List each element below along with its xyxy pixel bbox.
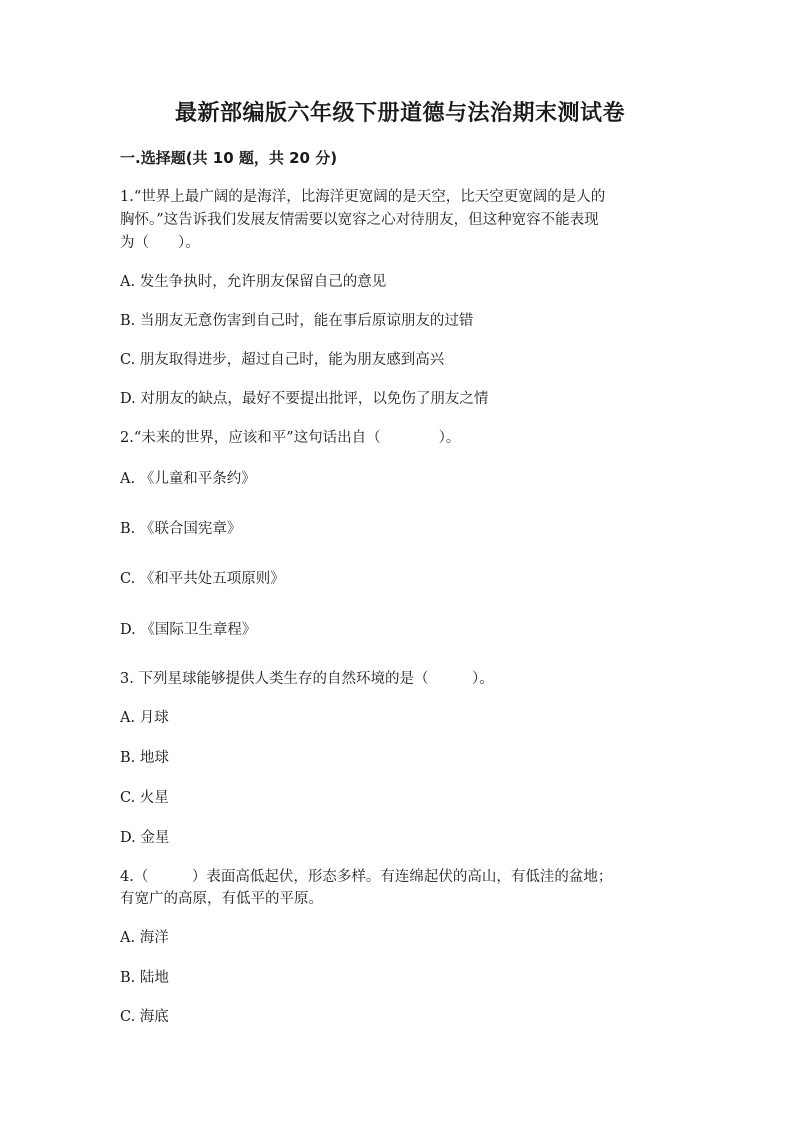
question-2-option-a: A. 《儿童和平条约》 bbox=[120, 471, 256, 487]
question-1-option-d: D. 对朋友的缺点，最好不要提出批评，以免伤了朋友之情 bbox=[120, 391, 489, 407]
question-4-stem-line-1: 4.（ ）表面高低起伏，形态多样。有连绵起伏的高山，有低洼的盆地； bbox=[120, 869, 613, 885]
question-4-option-b: B. 陆地 bbox=[120, 970, 169, 986]
section-heading: 一.选择题(共 10 题，共 20 分) bbox=[120, 149, 338, 167]
page-title: 最新部编版六年级下册道德与法治期末测试卷 bbox=[174, 101, 625, 126]
question-2-stem: 2.“未来的世界，应该和平”这句话出自（ ）。 bbox=[120, 430, 461, 446]
question-2-option-b: B. 《联合国宪章》 bbox=[120, 521, 242, 537]
question-1-stem-line-1: 1.“世界上最广阔的是海洋，比海洋更宽阔的是天空，比天空更宽阔的是人的 bbox=[120, 189, 606, 205]
question-3-option-b: B. 地球 bbox=[120, 750, 169, 766]
question-1-option-b: B. 当朋友无意伤害到自己时，能在事后原谅朋友的过错 bbox=[120, 313, 474, 329]
question-3-stem: 3. 下列星球能够提供人类生存的自然环境的是（ ）。 bbox=[120, 671, 494, 687]
question-1-option-c: C. 朋友取得进步，超过自己时，能为朋友感到高兴 bbox=[120, 352, 445, 368]
question-4-option-a: A. 海洋 bbox=[120, 930, 169, 946]
question-4-option-c: C. 海底 bbox=[120, 1009, 169, 1025]
question-1-stem-line-2: 胸怀。”这告诉我们发展友情需要以宽容之心对待朋友，但这种宽容不能表现 bbox=[120, 212, 599, 228]
question-3-option-a: A. 月球 bbox=[120, 710, 169, 726]
question-4-stem-line-2: 有宽广的高原，有低平的平原。 bbox=[120, 891, 323, 907]
question-3-option-d: D. 金星 bbox=[120, 830, 170, 846]
question-2-option-c: C. 《和平共处五项原则》 bbox=[120, 571, 285, 587]
question-3-option-c: C. 火星 bbox=[120, 790, 169, 806]
question-2-option-d: D. 《国际卫生章程》 bbox=[120, 622, 257, 638]
question-1-stem-line-3: 为（ ）。 bbox=[120, 235, 200, 251]
question-1-option-a: A. 发生争执时，允许朋友保留自己的意见 bbox=[120, 274, 387, 290]
